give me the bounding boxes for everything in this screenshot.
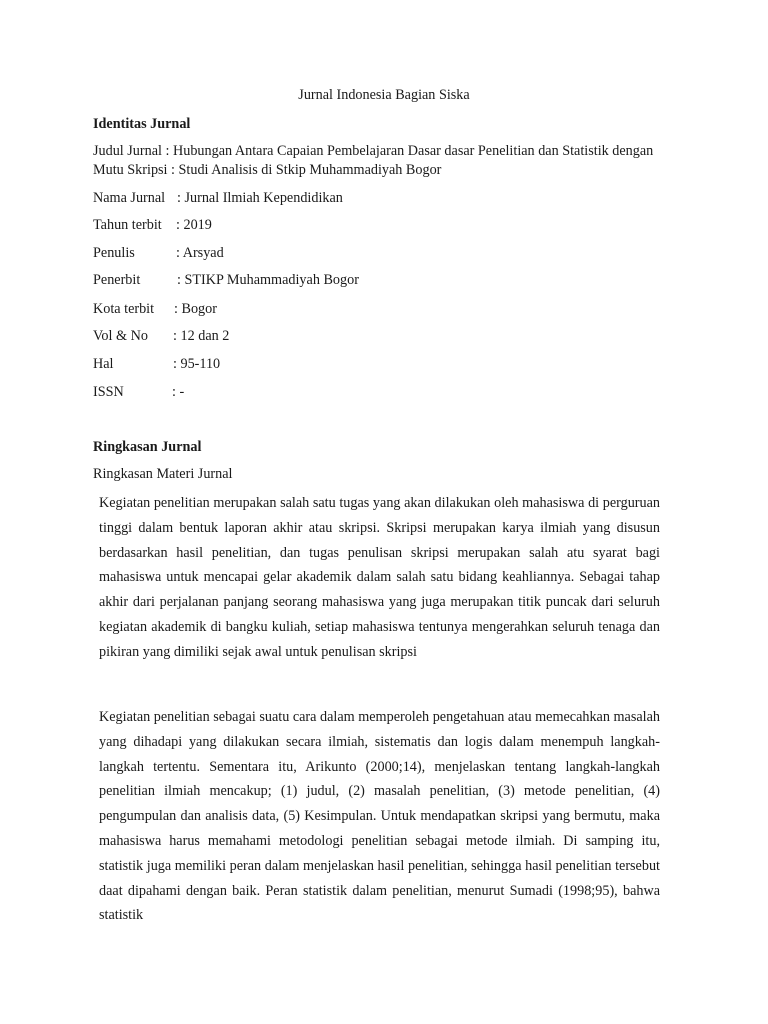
document-title: Jurnal Indonesia Bagian Siska — [298, 87, 470, 103]
meta-row-tahun-terbit — [93, 217, 212, 237]
summary-paragraph: Kegiatan penelitian merupakan salah satu tugas yang akan dilakukan oleh mahasiswa di perguruan tinggi dalam bentuk laporan akhir atau skripsi. Skripsi merupakan karya ilmiah yang disusun berdasarkan hasil penelitian, dan tugas penulisan skripsi merupakan salah atu syarat bagi mahasiswa untuk mencapai gelar akademik dalam salah satu bidang keahliannya. Sebagai tahap akhir dari perjalanan panjang seorang mahasiswa yang juga merupakan titik puncak dari seluruh kegiatan akademik di bangku kuliah, setiap mahasiswa tentunya mengerahkan seluruh tenaga dan pikiran yang dimiliki sejak awal untuk penulisan skripsi — [99, 495, 660, 660]
meta-value: : STIKP Muhammadiyah Bogor — [177, 272, 359, 288]
identitas-heading: Identitas Jurnal — [93, 116, 191, 132]
meta-label: Penerbit — [93, 272, 141, 288]
meta-label: Tahun terbit — [93, 217, 162, 233]
meta-row-vol-no — [93, 328, 230, 348]
meta-label: Hal — [93, 356, 114, 372]
meta-value: : - — [172, 384, 185, 400]
meta-row-hal — [93, 356, 221, 376]
meta-label: ISSN — [93, 384, 124, 400]
meta-row-kota-terbit — [93, 301, 217, 321]
meta-label: Penulis — [93, 245, 135, 261]
meta-label: Vol & No — [93, 328, 148, 344]
meta-label: Kota terbit — [93, 301, 155, 317]
meta-row-nama-jurnal — [93, 190, 343, 210]
meta-value: : 12 dan 2 — [173, 328, 230, 344]
meta-row-issn — [93, 384, 185, 404]
meta-value: : Bogor — [174, 301, 217, 317]
meta-row-penulis — [93, 245, 224, 265]
judul-jurnal: Judul Jurnal : Hubungan Antara Capaian Pembelajaran Dasar dasar Penelitian dan Statistik dengan Mutu Skripsi : Studi Analisis di Stkip Muhammadiyah Bogor — [93, 143, 654, 178]
meta-value: : Jurnal Ilmiah Kependidikan — [177, 190, 343, 206]
ringkasan-subheading: Ringkasan Materi Jurnal — [93, 466, 233, 482]
meta-value: : 95-110 — [173, 356, 221, 372]
ringkasan-heading: Ringkasan Jurnal — [93, 439, 202, 455]
summary-paragraph: Kegiatan penelitian sebagai suatu cara dalam memperoleh pengetahuan atau memecahkan masalah yang dihadapi yang dilakukan secara ilmiah, sistematis dan logis dalam menempuh langkah-langkah tertentu. Sementara itu, Arikunto (2000;14), menjelaskan tentang langkah-langkah penelitian ilmiah mencakup; (1) judul, (2) masalah penelitian, (3) metode penelitian, (4) pengumpulan dan analisis data, (5) Kesimpulan. Untuk mendapatkan skripsi yang bermutu, maka mahasiswa harus memahami metodologi penelitian sebagai metode ilmiah. Di samping itu, statistik juga memiliki peran dalam menjelaskan hasil penelitian, sehingga hasil penelitian tersebut daat dipahami dengan baik. Peran statistik dalam penelitian, menurut Sumadi (1998;95), bahwa statistik — [99, 709, 660, 924]
meta-label: Nama Jurnal — [93, 190, 166, 206]
meta-value: : Arsyad — [176, 245, 224, 261]
meta-value: : 2019 — [176, 217, 212, 233]
meta-row-penerbit — [93, 272, 359, 292]
